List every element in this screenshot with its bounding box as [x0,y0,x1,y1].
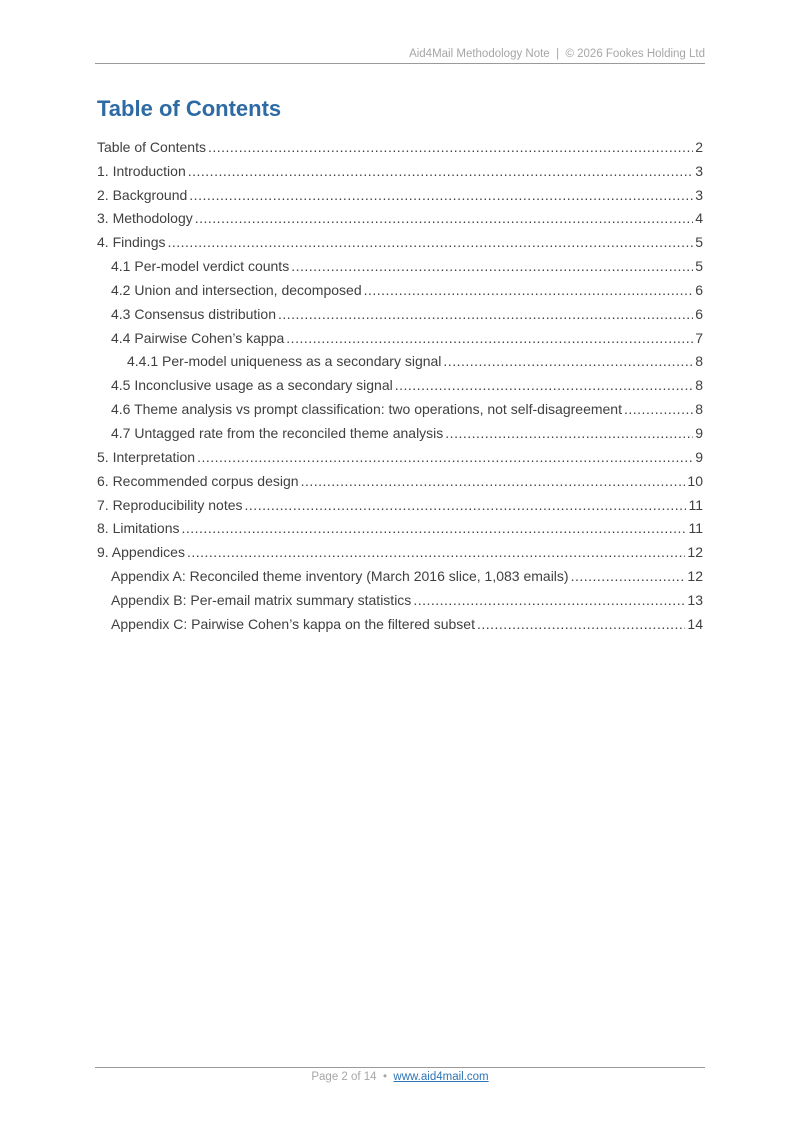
toc-entry[interactable] [97,609,703,633]
toc-entry-page: 6 [695,305,703,322]
toc-entry-label: Appendix B: Per-email matrix summary statistics [111,591,412,608]
toc-entry[interactable] [97,299,703,323]
toc-entry-label: 3. Methodology [97,210,193,227]
toc-entry-page: 9 [695,448,703,465]
toc-leader-dots [301,472,686,490]
toc-leader-dots [188,162,693,180]
toc-entry-label: 4. Findings [97,234,166,251]
toc-entry-page: 8 [695,353,703,370]
toc-entry-page: 7 [695,329,703,346]
toc-leader-dots [477,615,685,633]
toc-entry-page: 2 [695,138,703,155]
toc-leader-dots [291,257,693,275]
page-footer [95,1067,705,1084]
toc-entry-label: Table of Contents [97,138,206,155]
toc-entry-page: 9 [695,424,703,441]
toc-entry[interactable] [97,227,703,251]
page-number: Page 2 of 14 [311,1071,377,1083]
toc-entry[interactable] [97,323,703,347]
toc-entry-page: 8 [695,401,703,418]
toc-entry-page: 12 [687,568,703,585]
toc-leader-dots [187,543,685,561]
toc-entry-page: 3 [695,162,703,179]
toc-leader-dots [571,567,686,585]
toc-entry-label: 4.7 Untagged rate from the reconciled theme analysis [111,424,444,441]
toc-leader-dots [167,233,693,251]
toc-entry[interactable] [97,370,703,394]
toc-leader-dots [395,376,693,394]
toc-entry-label: 4.1 Per-model verdict counts [111,258,290,275]
toc-entry-page: 8 [695,377,703,394]
toc-entry[interactable] [97,275,703,299]
toc-entry-label: 1. Introduction [97,162,186,179]
toc-leader-dots [286,329,693,347]
toc-entry-label: Appendix A: Reconciled theme inventory (March 2016 slice, 1,083 emails) [111,568,569,585]
toc-entry-label: 4.4.1 Per-model uniqueness as a secondary signal [127,353,442,370]
toc-entry-label: 4.4 Pairwise Cohen’s kappa [111,329,285,346]
toc-entry-page: 10 [687,472,703,489]
toc-entry-label: 7. Reproducibility notes [97,496,243,513]
toc-leader-dots [624,400,693,418]
toc-entry[interactable] [97,418,703,442]
toc-entry-label: 9. Appendices [97,544,185,561]
toc-leader-dots [197,448,693,466]
website-link[interactable]: www.aid4mail.com [393,1071,489,1083]
toc-entry-page: 4 [695,210,703,227]
toc-entry[interactable] [97,394,703,418]
toc-entry[interactable] [97,180,703,204]
toc-entry-page: 11 [688,496,703,513]
toc-entry-label: 5. Interpretation [97,448,196,465]
toc-entry-label: 8. Limitations [97,520,180,537]
header-text: Aid4Mail Methodology Note | © 2026 Fookes Holding Ltd [409,48,705,60]
toc-leader-dots [245,496,687,514]
toc-entry[interactable] [97,442,703,466]
toc-entry[interactable] [97,490,703,514]
toc-entry[interactable] [97,561,703,585]
table-of-contents [97,132,703,633]
toc-leader-dots [443,352,693,370]
toc-entry-page: 3 [695,186,703,203]
toc-leader-dots [208,138,693,156]
toc-leader-dots [181,519,686,537]
toc-leader-dots [195,209,693,227]
toc-entry[interactable] [97,537,703,561]
toc-entry[interactable] [97,514,703,538]
toc-entry-page: 5 [695,258,703,275]
toc-entry[interactable] [97,204,703,228]
toc-title: Table of Contents [97,96,282,121]
toc-entry-label: Appendix C: Pairwise Cohen’s kappa on the filtered subset [111,615,475,632]
toc-entry-page: 13 [687,591,703,608]
toc-entry-page: 14 [687,615,703,632]
toc-entry-page: 5 [695,234,703,251]
toc-entry[interactable] [97,132,703,156]
toc-entry[interactable] [97,156,703,180]
toc-entry-label: 4.3 Consensus distribution [111,305,276,322]
toc-entry-page: 11 [688,520,703,537]
toc-entry-label: 6. Recommended corpus design [97,472,299,489]
toc-entry-label: 2. Background [97,186,188,203]
toc-entry-label: 4.5 Inconclusive usage as a secondary signal [111,377,393,394]
toc-entry[interactable] [97,585,703,609]
toc-entry-label: 4.6 Theme analysis vs prompt classification: two operations, not self-disagreement [111,401,622,418]
toc-leader-dots [364,281,694,299]
toc-leader-dots [445,424,693,442]
page-header [95,47,705,64]
toc-entry[interactable] [97,251,703,275]
footer-separator: • [382,1071,388,1083]
toc-entry[interactable] [97,466,703,490]
toc-entry-page: 12 [687,544,703,561]
toc-leader-dots [413,591,685,609]
toc-entry[interactable] [97,347,703,371]
toc-leader-dots [189,186,693,204]
toc-entry-label: 4.2 Union and intersection, decomposed [111,281,362,298]
toc-leader-dots [278,305,693,323]
toc-entry-page: 6 [695,281,703,298]
